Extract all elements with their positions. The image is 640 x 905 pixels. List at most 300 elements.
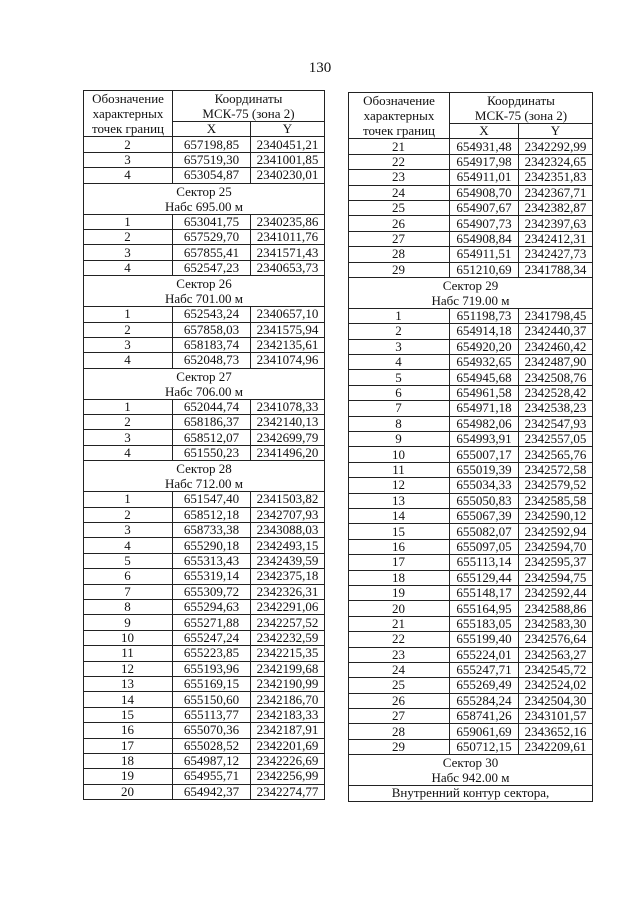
coordinates-table-left	[83, 90, 325, 800]
table-row	[349, 185, 593, 200]
point-number: 3	[84, 245, 173, 260]
table-row	[349, 632, 593, 647]
x-coordinate: 655019,39	[450, 462, 519, 477]
point-number: 11	[84, 646, 173, 661]
x-header: X	[450, 124, 519, 139]
x-coordinate: 655129,44	[450, 570, 519, 585]
point-number: 17	[349, 555, 450, 570]
point-number: 2	[84, 229, 173, 244]
x-coordinate: 653054,87	[173, 168, 251, 183]
right-table-body	[349, 93, 593, 802]
table-row	[349, 493, 593, 508]
point-number: 26	[349, 693, 450, 708]
y-header: Y	[251, 122, 325, 137]
sector-header	[349, 277, 593, 308]
y-coordinate: 2343088,03	[251, 523, 325, 538]
y-coordinate: 2342588,86	[519, 601, 593, 616]
y-coordinate: 2342324,65	[519, 154, 593, 169]
table-row	[84, 646, 325, 661]
x-coordinate: 658186,37	[173, 415, 251, 430]
point-number: 22	[349, 632, 450, 647]
y-coordinate: 2342547,93	[519, 416, 593, 431]
point-number: 26	[349, 216, 450, 231]
x-coordinate: 653041,75	[173, 214, 251, 229]
x-coordinate: 655113,77	[173, 707, 251, 722]
point-label-header	[84, 91, 173, 137]
header-line: МСК-75 (зона 2)	[202, 106, 295, 121]
table-row	[84, 707, 325, 722]
table-row	[84, 569, 325, 584]
point-number: 3	[84, 152, 173, 167]
y-coordinate: 2340235,86	[251, 214, 325, 229]
y-coordinate: 2342256,99	[251, 769, 325, 784]
header-line: Координаты	[487, 93, 555, 108]
x-coordinate: 655148,17	[450, 585, 519, 600]
point-number: 14	[349, 508, 450, 523]
point-number: 23	[349, 647, 450, 662]
header-line: МСК-75 (зона 2)	[474, 108, 568, 123]
x-coordinate: 658733,38	[173, 523, 251, 538]
y-coordinate: 2341575,94	[251, 322, 325, 337]
y-coordinate: 2341503,82	[251, 492, 325, 507]
sector-row	[84, 276, 325, 307]
sector-header	[84, 276, 325, 307]
y-coordinate: 2341496,20	[251, 445, 325, 460]
x-coordinate: 655247,71	[450, 662, 519, 677]
y-coordinate: 2342583,30	[519, 616, 593, 631]
y-coordinate: 2342199,68	[251, 661, 325, 676]
y-coordinate: 2342504,30	[519, 693, 593, 708]
left-table-body	[84, 91, 325, 800]
point-number: 8	[349, 416, 450, 431]
point-number: 2	[349, 324, 450, 339]
coordinates-table-right	[348, 92, 593, 802]
table-row	[84, 229, 325, 244]
y-coordinate: 2342579,52	[519, 478, 593, 493]
x-coordinate: 652547,23	[173, 260, 251, 275]
x-coordinate: 652044,74	[173, 399, 251, 414]
x-coordinate: 655319,14	[173, 569, 251, 584]
point-number: 18	[84, 753, 173, 768]
y-coordinate: 2342367,71	[519, 185, 593, 200]
sector-row	[84, 461, 325, 492]
sector-row	[84, 183, 325, 214]
x-coordinate: 654932,65	[450, 355, 519, 370]
y-coordinate: 2342699,79	[251, 430, 325, 445]
header-line: точек границ	[91, 121, 165, 137]
table-row	[349, 139, 593, 154]
x-coordinate: 657855,41	[173, 245, 251, 260]
x-coordinate: 654907,67	[450, 200, 519, 215]
x-coordinate: 651547,40	[173, 492, 251, 507]
table-row	[349, 247, 593, 262]
header-line: точек границ	[362, 123, 436, 139]
table-row	[349, 339, 593, 354]
x-coordinate: 655223,85	[173, 646, 251, 661]
y-coordinate: 2342594,70	[519, 539, 593, 554]
x-coordinate: 657529,70	[173, 229, 251, 244]
y-coordinate: 2341011,76	[251, 229, 325, 244]
point-number: 3	[349, 339, 450, 354]
table-row	[349, 416, 593, 431]
point-number: 29	[349, 739, 450, 754]
y-coordinate: 2342186,70	[251, 692, 325, 707]
table-row	[84, 445, 325, 460]
point-number: 22	[349, 154, 450, 169]
point-number: 25	[349, 200, 450, 215]
point-number: 1	[84, 214, 173, 229]
point-number: 1	[84, 492, 173, 507]
x-coordinate: 655193,96	[173, 661, 251, 676]
point-number: 12	[84, 661, 173, 676]
point-number: 4	[84, 168, 173, 183]
table-row	[84, 538, 325, 553]
x-coordinate: 654920,20	[450, 339, 519, 354]
y-coordinate: 2342592,44	[519, 585, 593, 600]
page-number: 130	[308, 60, 332, 76]
table-row	[84, 723, 325, 738]
header-line: Координаты	[214, 91, 283, 106]
x-coordinate: 655309,72	[173, 584, 251, 599]
y-coordinate: 2342508,76	[519, 370, 593, 385]
x-coordinate: 654911,51	[450, 247, 519, 262]
table-row	[349, 601, 593, 616]
table-row	[349, 555, 593, 570]
contour-row	[349, 786, 593, 801]
table-row	[84, 523, 325, 538]
table-row	[84, 615, 325, 630]
point-number: 11	[349, 462, 450, 477]
table-row	[349, 539, 593, 554]
point-number: 4	[84, 445, 173, 460]
contour-label: Внутренний контур сектора,	[349, 786, 593, 801]
x-coordinate: 655082,07	[450, 524, 519, 539]
table-row	[84, 753, 325, 768]
table-row	[349, 678, 593, 693]
table-row	[349, 647, 593, 662]
point-number: 13	[349, 493, 450, 508]
point-number: 6	[349, 385, 450, 400]
y-coordinate: 2342545,72	[519, 662, 593, 677]
x-coordinate: 655113,14	[450, 555, 519, 570]
table-row	[349, 616, 593, 631]
y-coordinate: 2342427,73	[519, 247, 593, 262]
table-row	[349, 432, 593, 447]
x-coordinate: 655224,01	[450, 647, 519, 662]
y-coordinate: 2342215,35	[251, 646, 325, 661]
point-number: 14	[84, 692, 173, 707]
table-row	[84, 492, 325, 507]
point-number: 3	[84, 523, 173, 538]
x-coordinate: 655313,43	[173, 553, 251, 568]
table-row	[349, 447, 593, 462]
point-number: 28	[349, 724, 450, 739]
table-row	[84, 260, 325, 275]
table-row	[84, 245, 325, 260]
x-coordinate: 651210,69	[450, 262, 519, 277]
table-row	[349, 693, 593, 708]
x-coordinate: 655150,60	[173, 692, 251, 707]
table-row	[84, 415, 325, 430]
x-coordinate: 655050,83	[450, 493, 519, 508]
y-coordinate: 2342585,58	[519, 493, 593, 508]
x-coordinate: 654908,70	[450, 185, 519, 200]
x-coordinate: 655169,15	[173, 676, 251, 691]
table-row	[84, 661, 325, 676]
x-coordinate: 658512,07	[173, 430, 251, 445]
x-coordinate: 658741,26	[450, 709, 519, 724]
y-coordinate: 2341074,96	[251, 353, 325, 368]
x-coordinate: 654987,12	[173, 753, 251, 768]
y-coordinate: 2342292,99	[519, 139, 593, 154]
table-row	[84, 769, 325, 784]
x-coordinate: 655007,17	[450, 447, 519, 462]
point-number: 2	[84, 137, 173, 152]
x-coordinate: 655164,95	[450, 601, 519, 616]
point-number: 17	[84, 738, 173, 753]
table-row	[349, 570, 593, 585]
sector-name: Сектор 25	[176, 183, 232, 199]
y-coordinate: 2342595,37	[519, 555, 593, 570]
sector-name: Сектор 27	[176, 368, 232, 384]
y-coordinate: 2342351,83	[519, 170, 593, 185]
x-coordinate: 654971,18	[450, 401, 519, 416]
point-number: 4	[84, 353, 173, 368]
header-row	[84, 91, 325, 122]
point-number: 2	[84, 415, 173, 430]
point-number: 23	[349, 170, 450, 185]
sector-row	[84, 368, 325, 399]
table-row	[349, 524, 593, 539]
y-coordinate: 2340230,01	[251, 168, 325, 183]
table-row	[84, 507, 325, 522]
y-coordinate: 2342291,06	[251, 599, 325, 614]
point-number: 15	[349, 524, 450, 539]
point-number: 4	[84, 260, 173, 275]
x-coordinate: 655199,40	[450, 632, 519, 647]
point-number: 3	[84, 430, 173, 445]
table-row	[84, 337, 325, 352]
table-row	[84, 214, 325, 229]
x-coordinate: 651198,73	[450, 308, 519, 323]
table-row	[349, 170, 593, 185]
x-coordinate: 654982,06	[450, 416, 519, 431]
table-row	[349, 401, 593, 416]
x-header: X	[173, 122, 251, 137]
x-coordinate: 654908,84	[450, 231, 519, 246]
x-coordinate: 654907,73	[450, 216, 519, 231]
point-number: 7	[349, 401, 450, 416]
table-row	[84, 584, 325, 599]
sector-name: Сектор 29	[442, 277, 499, 293]
x-coordinate: 651550,23	[173, 445, 251, 460]
table-row	[84, 399, 325, 414]
point-number: 7	[84, 584, 173, 599]
header-line: характерных	[363, 108, 435, 124]
y-coordinate: 2342524,02	[519, 678, 593, 693]
table-row	[349, 308, 593, 323]
sector-height: Набс 719.00 м	[431, 292, 510, 308]
point-number: 16	[349, 539, 450, 554]
point-number: 19	[84, 769, 173, 784]
point-number: 1	[84, 399, 173, 414]
y-coordinate: 2342538,23	[519, 401, 593, 416]
point-number: 6	[84, 569, 173, 584]
table-row	[84, 137, 325, 152]
table-row	[349, 216, 593, 231]
point-number: 20	[349, 601, 450, 616]
point-number: 9	[349, 432, 450, 447]
table-row	[349, 508, 593, 523]
y-coordinate: 2342257,52	[251, 615, 325, 630]
coordinates-header	[450, 93, 593, 124]
y-coordinate: 2343652,16	[519, 724, 593, 739]
x-coordinate: 655271,88	[173, 615, 251, 630]
point-number: 29	[349, 262, 450, 277]
point-number: 2	[84, 507, 173, 522]
point-number: 12	[349, 478, 450, 493]
table-row	[84, 168, 325, 183]
table-row	[349, 324, 593, 339]
sector-name: Сектор 30	[442, 755, 499, 771]
table-row	[84, 553, 325, 568]
x-coordinate: 655034,33	[450, 478, 519, 493]
sector-name: Сектор 28	[176, 461, 232, 477]
point-number: 24	[349, 662, 450, 677]
x-coordinate: 654961,58	[450, 385, 519, 400]
x-coordinate: 655294,63	[173, 599, 251, 614]
table-row	[349, 478, 593, 493]
y-coordinate: 2340653,73	[251, 260, 325, 275]
y-coordinate: 2342232,59	[251, 630, 325, 645]
table-row	[349, 355, 593, 370]
y-coordinate: 2342412,31	[519, 231, 593, 246]
table-row	[349, 724, 593, 739]
point-number: 1	[349, 308, 450, 323]
y-coordinate: 2342594,75	[519, 570, 593, 585]
table-row	[349, 262, 593, 277]
point-number: 20	[84, 784, 173, 799]
table-row	[84, 738, 325, 753]
sector-row	[349, 755, 593, 786]
sector-height: Набс 695.00 м	[164, 198, 244, 214]
y-coordinate: 2343101,57	[519, 709, 593, 724]
y-coordinate: 2342382,87	[519, 200, 593, 215]
y-coordinate: 2342493,15	[251, 538, 325, 553]
table-row	[349, 739, 593, 754]
point-number: 24	[349, 185, 450, 200]
header-line: Обозначение	[363, 93, 435, 109]
y-coordinate: 2342140,13	[251, 415, 325, 430]
y-coordinate: 2341788,34	[519, 262, 593, 277]
point-number: 5	[84, 553, 173, 568]
y-coordinate: 2342707,93	[251, 507, 325, 522]
y-coordinate: 2342135,61	[251, 337, 325, 352]
table-row	[349, 462, 593, 477]
y-coordinate: 2342592,94	[519, 524, 593, 539]
y-coordinate: 2342209,61	[519, 739, 593, 754]
y-coordinate: 2342190,99	[251, 676, 325, 691]
x-coordinate: 658183,74	[173, 337, 251, 352]
x-coordinate: 652048,73	[173, 353, 251, 368]
point-number: 8	[84, 599, 173, 614]
point-number: 28	[349, 247, 450, 262]
table-row	[84, 430, 325, 445]
x-coordinate: 654911,01	[450, 170, 519, 185]
point-number: 21	[349, 616, 450, 631]
point-number: 4	[84, 538, 173, 553]
x-coordinate: 654931,48	[450, 139, 519, 154]
x-coordinate: 654914,18	[450, 324, 519, 339]
sector-header	[84, 461, 325, 492]
sector-header	[84, 183, 325, 214]
x-coordinate: 655070,36	[173, 723, 251, 738]
sector-height: Набс 706.00 м	[164, 383, 244, 399]
point-number: 10	[349, 447, 450, 462]
point-number: 15	[84, 707, 173, 722]
y-coordinate: 2342274,77	[251, 784, 325, 799]
table-row	[84, 599, 325, 614]
point-number: 27	[349, 231, 450, 246]
point-number: 5	[349, 370, 450, 385]
y-coordinate: 2342326,31	[251, 584, 325, 599]
sector-header	[84, 368, 325, 399]
x-coordinate: 655269,49	[450, 678, 519, 693]
y-coordinate: 2342226,69	[251, 753, 325, 768]
point-number: 18	[349, 570, 450, 585]
x-coordinate: 657198,85	[173, 137, 251, 152]
x-coordinate: 654917,98	[450, 154, 519, 169]
point-number: 2	[84, 322, 173, 337]
y-header: Y	[519, 124, 593, 139]
y-coordinate: 2340451,21	[251, 137, 325, 152]
sector-height: Набс 942.00 м	[431, 770, 510, 786]
point-number: 4	[349, 355, 450, 370]
point-number: 3	[84, 337, 173, 352]
sector-height: Набс 701.00 м	[164, 291, 244, 307]
point-number: 19	[349, 585, 450, 600]
point-number: 9	[84, 615, 173, 630]
y-coordinate: 2342572,58	[519, 462, 593, 477]
x-coordinate: 652543,24	[173, 307, 251, 322]
table-row	[349, 200, 593, 215]
sector-header	[349, 755, 593, 786]
x-coordinate: 650712,15	[450, 739, 519, 754]
x-coordinate: 654955,71	[173, 769, 251, 784]
x-coordinate: 657519,30	[173, 152, 251, 167]
y-coordinate: 2342487,90	[519, 355, 593, 370]
table-row	[84, 630, 325, 645]
table-row	[349, 385, 593, 400]
x-coordinate: 658512,18	[173, 507, 251, 522]
point-label-header	[349, 93, 450, 139]
table-row	[349, 370, 593, 385]
point-number: 13	[84, 676, 173, 691]
x-coordinate: 654993,91	[450, 432, 519, 447]
x-coordinate: 654945,68	[450, 370, 519, 385]
sector-name: Сектор 26	[176, 276, 232, 292]
y-coordinate: 2342375,18	[251, 569, 325, 584]
table-row	[84, 676, 325, 691]
table-row	[84, 353, 325, 368]
table-row	[349, 231, 593, 246]
y-coordinate: 2341798,45	[519, 308, 593, 323]
y-coordinate: 2341571,43	[251, 245, 325, 260]
point-number: 27	[349, 709, 450, 724]
table-row	[84, 322, 325, 337]
x-coordinate: 655028,52	[173, 738, 251, 753]
header-row	[349, 93, 593, 124]
